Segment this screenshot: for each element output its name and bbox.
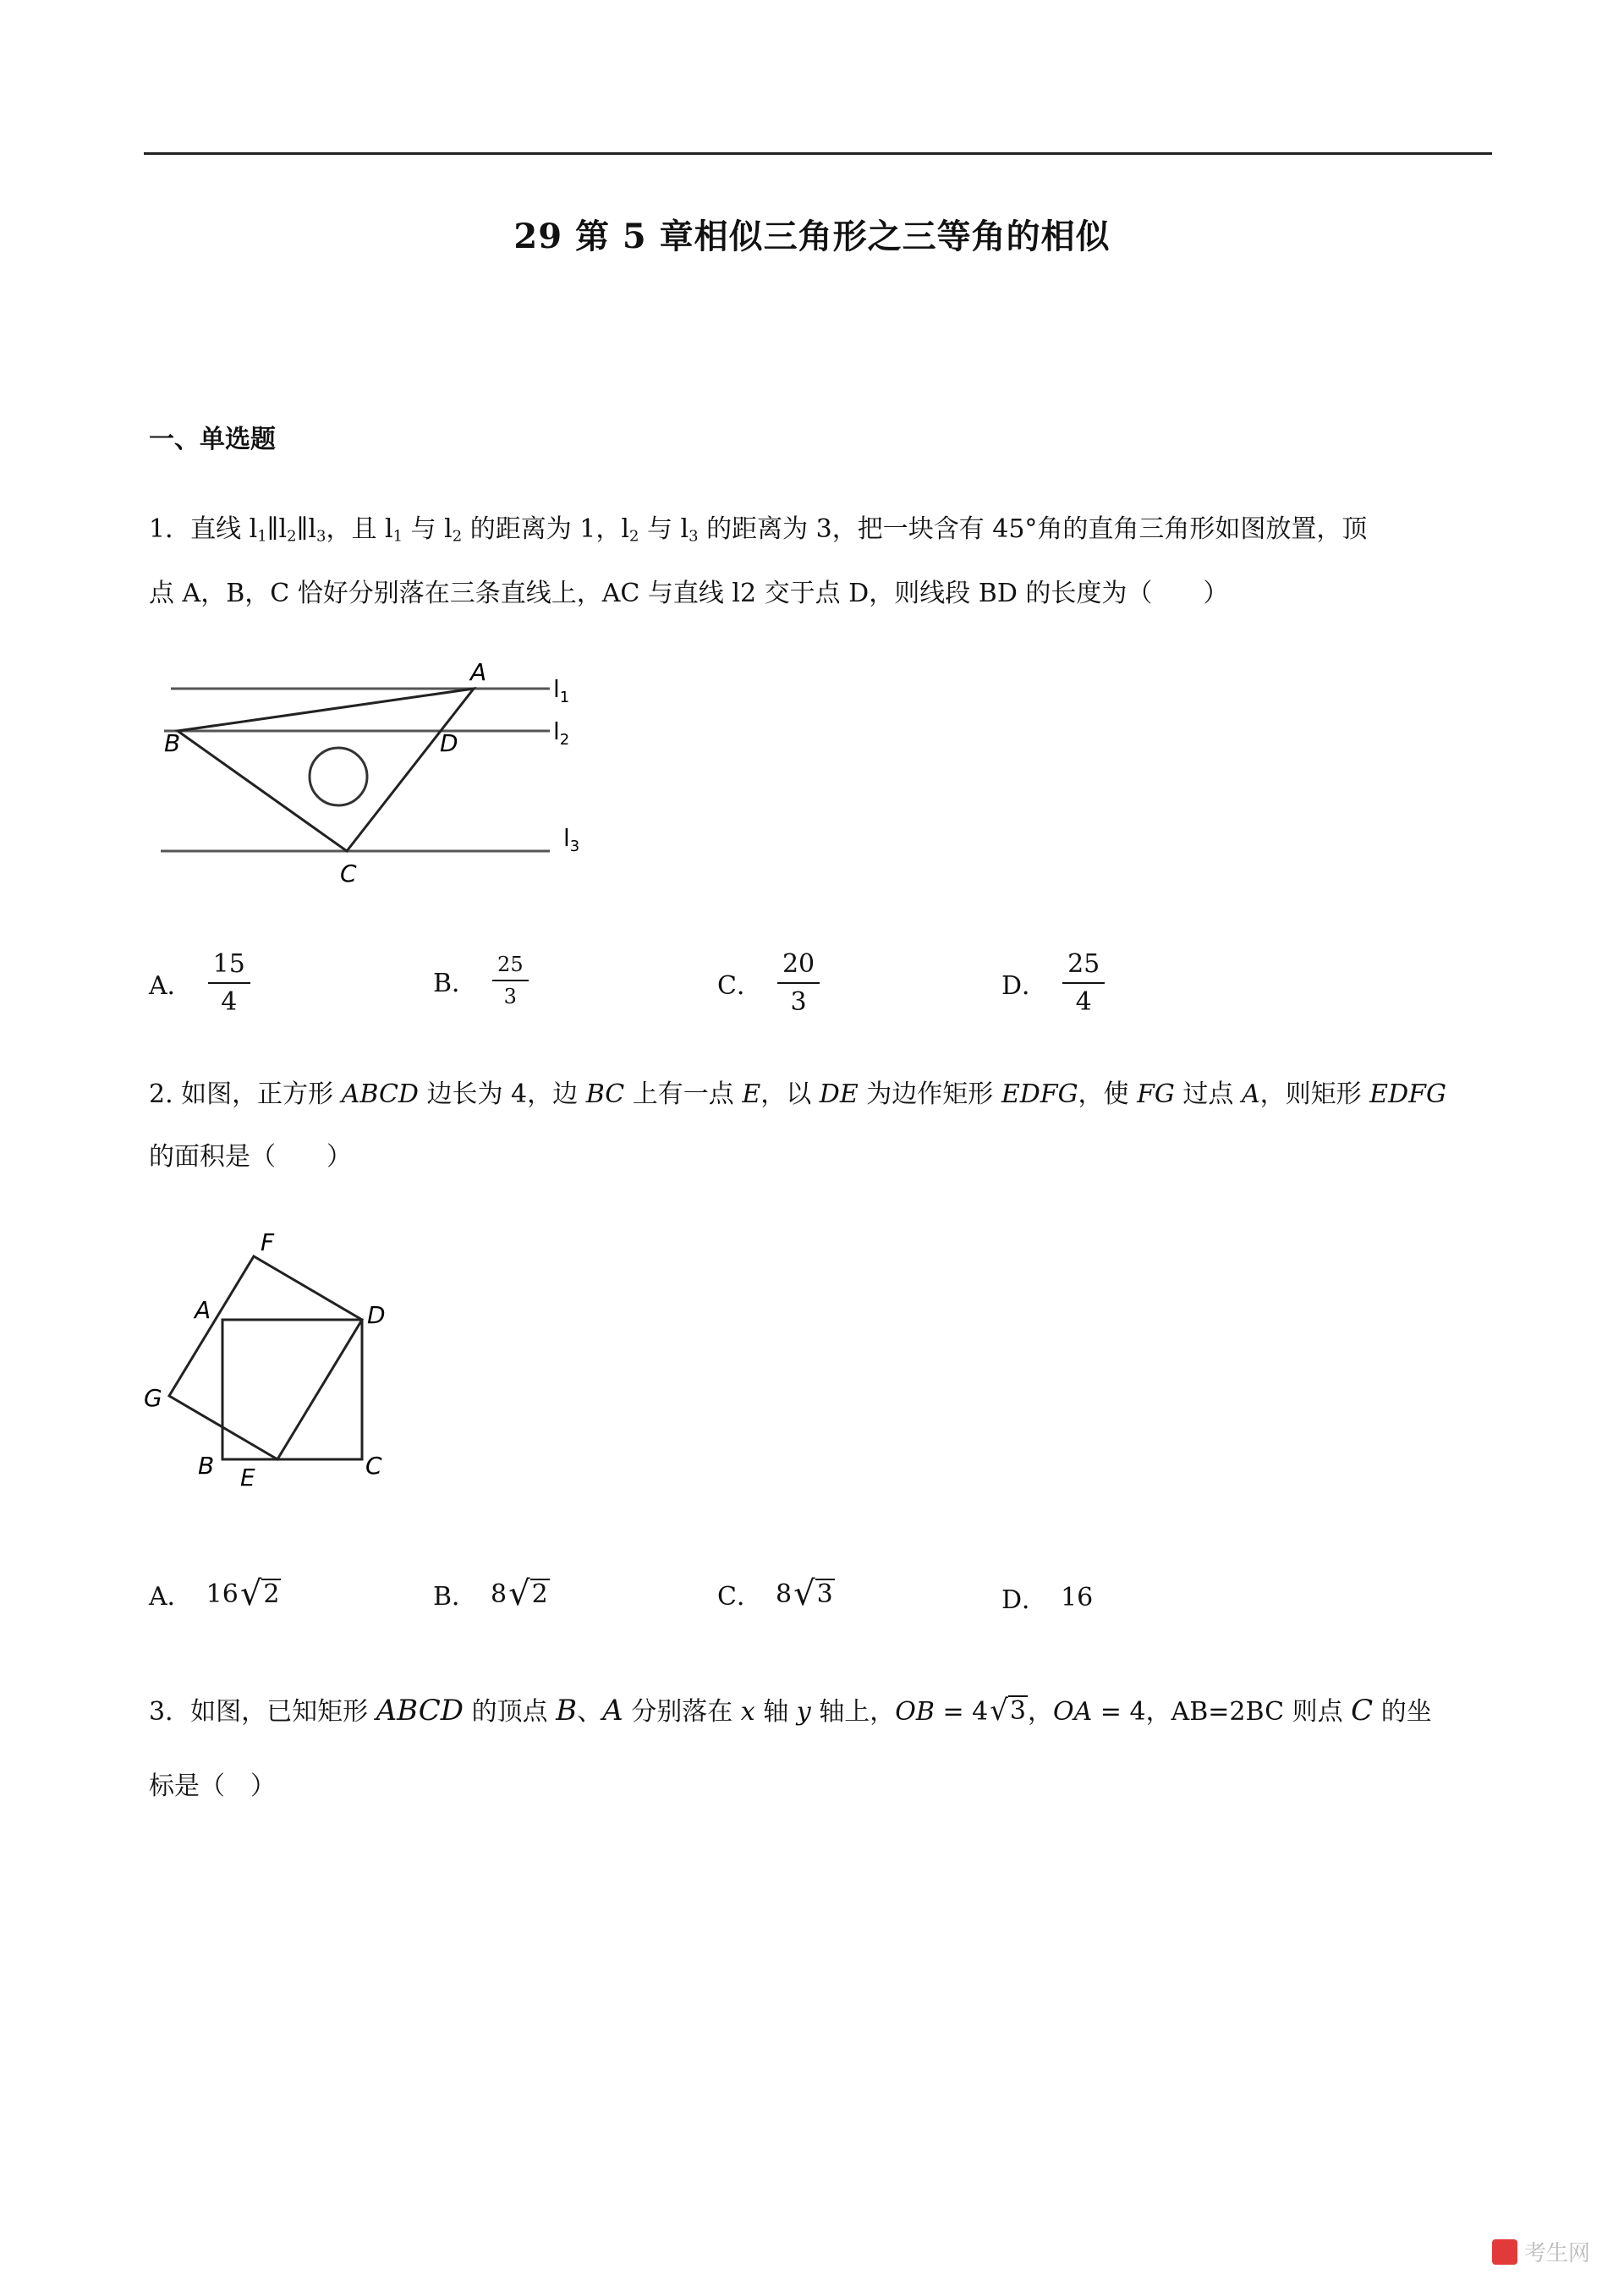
watermark: 考生网 [1492, 2236, 1590, 2267]
q1-stem-line1: 1．直线 $l_1\parallel l_2\parallel l_3$，且 $l_1$ 与 $l_2$ 的距离为 1，$l_2$ 与 $l_3$ 的距离为 3，把一块含有 45°角的直角三角形如图放置，顶 [149, 514, 1368, 546]
q2-label-F: F [261, 1228, 275, 1256]
q2-label-D: D [367, 1301, 386, 1329]
q2-label-G: G [144, 1384, 162, 1412]
q2-label-C: C [365, 1452, 382, 1480]
q2-label-A: A [195, 1296, 211, 1324]
q2-stem-line2: 的面积是（ ） [149, 1142, 352, 1172]
q3-stem-line2: 标是（ ） [149, 1771, 276, 1801]
q1-option-c[interactable]: C． $\frac{20}{3}$ [717, 949, 820, 1017]
q2-option-c[interactable]: C． 8 √ 3 [717, 1574, 833, 1613]
q2-stem-line1: 2. 如图，正方形 ABCD 边长为 4，边 BC 上有一点 E，以 DE 为边作矩形 EDFG，使 FG 过点 A，则矩形 EDFG [149, 1079, 1446, 1109]
q1-option-a[interactable]: A． $\frac{15}{4}$ [149, 949, 250, 1017]
svg-text:l3: $l_3$ [563, 824, 580, 855]
q2-label-B: B [198, 1452, 215, 1480]
section-heading: 一、单选题 [149, 425, 276, 454]
q1-label-A: A [470, 658, 487, 686]
q2-option-d[interactable]: D． 16 [1001, 1582, 1094, 1615]
q1-figure [152, 651, 609, 888]
q2-figure [135, 1218, 406, 1497]
q1-label-C: C [340, 860, 357, 887]
q1-label-D: D [440, 729, 458, 757]
q2-label-E: E [240, 1464, 255, 1491]
svg-text:l1: $l_1$ [553, 675, 570, 706]
q1-stem-line2: 点 A，B，C 恰好分别落在三条直线上，AC 与直线 l2 交于点 D，则线段 BD 的长度为（ ） [149, 579, 1229, 608]
watermark-logo-icon [1492, 2239, 1517, 2265]
svg-text:l2: $l_2$ [553, 717, 570, 749]
q2-option-a[interactable]: A． 16 √ 2 [149, 1574, 280, 1613]
q1-option-d[interactable]: D． $\frac{25}{4}$ [1001, 949, 1105, 1017]
header-rule [144, 152, 1492, 155]
q3-stem-line1: 3．如图，已知矩形 ABCD 的顶点 B、A 分别落在 x 轴 y 轴上，OB = 4 √ 3 ，OA = 4，AB=2BC 则点 C 的坐 [149, 1694, 1432, 1727]
q1-label-B: B [164, 729, 181, 757]
q2-option-b[interactable]: B． 8 √ 2 [433, 1574, 548, 1613]
page-title: 29 第 5 章相似三角形之三等角的相似 [513, 217, 1111, 256]
q1-option-b[interactable]: B． $\frac{25}{3}$ [433, 953, 529, 1008]
